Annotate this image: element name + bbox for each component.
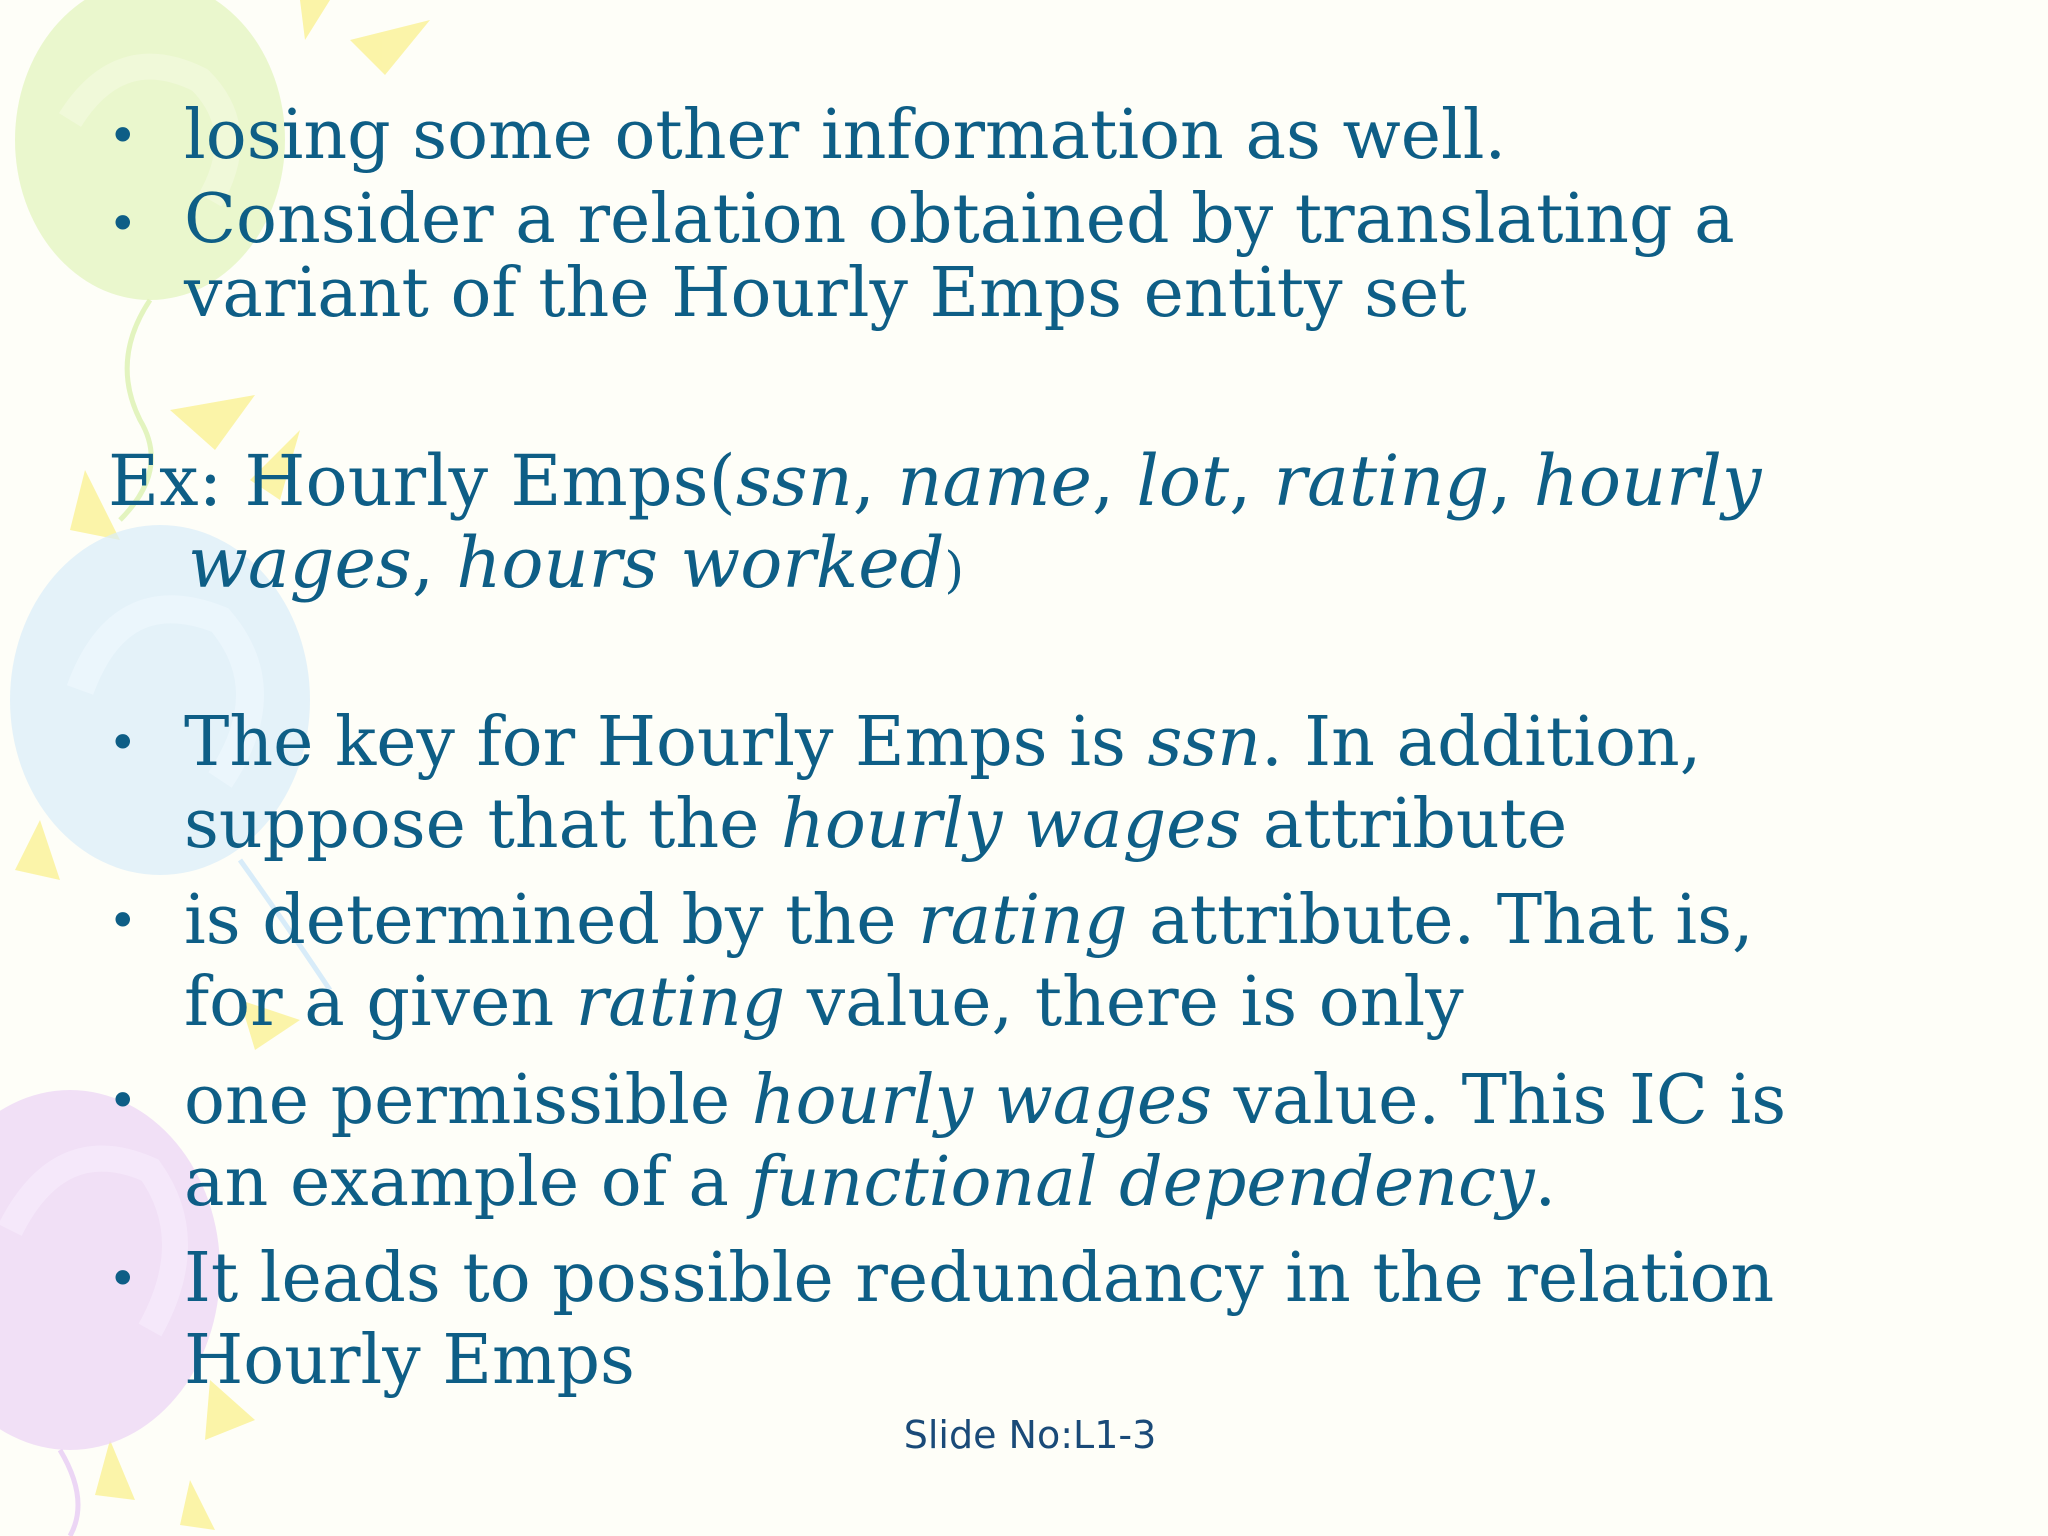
text: one permissible — [184, 1061, 752, 1140]
bullet-line — [184, 1060, 1786, 1142]
text: attribute — [1241, 785, 1568, 864]
bullet-line — [184, 962, 1754, 1044]
example-prefix: Ex: Hourly Emps( — [108, 440, 736, 522]
text: . In addition, — [1261, 703, 1702, 782]
example-line-1 — [108, 440, 1761, 522]
bullet-line — [184, 784, 1701, 866]
attr-lot: lot — [1136, 440, 1230, 522]
example-line-2 — [188, 522, 964, 611]
italic-term: hourly wages — [751, 1061, 1213, 1140]
text: is determined by the — [184, 881, 919, 960]
bullet-line — [184, 702, 1701, 784]
attr-name: name — [897, 440, 1092, 522]
text: attribute. That is, — [1127, 881, 1754, 960]
italic-term: rating — [575, 963, 786, 1042]
attr-hourly: hourly — [1533, 440, 1762, 522]
bullet-marker: • — [108, 195, 138, 253]
bullet-determined-by-rating — [184, 880, 1754, 1044]
bullet-line: Hourly Emps — [184, 1321, 635, 1400]
attr-rating: rating — [1273, 440, 1490, 522]
close-paren: ) — [944, 541, 964, 599]
bullet-key-for-hourly-emps — [184, 702, 1701, 866]
bullet-line — [184, 880, 1754, 962]
bullet-marker: • — [108, 892, 138, 950]
text: suppose that the — [184, 785, 782, 864]
italic-term: hourly wages — [781, 785, 1242, 864]
comma: , — [411, 522, 457, 604]
italic-term: functional dependency — [750, 1143, 1535, 1222]
attr-hours-worked: hours worked — [456, 522, 945, 604]
bullet-line: variant of the Hourly Emps entity set — [184, 254, 1467, 333]
text: value, there is only — [785, 963, 1464, 1042]
bullet-line — [184, 1142, 1786, 1224]
bullet-line: losing some other information as well. — [184, 96, 1507, 175]
text: The key for Hourly Emps is — [184, 703, 1148, 782]
bullet-consider-relation — [184, 180, 1735, 333]
attr-wages: wages — [188, 522, 412, 604]
comma: , — [1229, 440, 1274, 522]
text: for a given — [184, 963, 576, 1042]
text: an example of a — [184, 1143, 751, 1222]
bullet-permissible-wages — [184, 1060, 1786, 1224]
bullet-marker: • — [108, 1250, 138, 1308]
text: . — [1534, 1143, 1557, 1222]
slide-number: Slide No:L1-3 — [903, 1413, 1157, 1457]
text: value. This IC is — [1212, 1061, 1787, 1140]
comma: , — [1091, 440, 1137, 522]
italic-term: ssn — [1147, 703, 1262, 782]
bullet-line: Consider a relation obtained by translating a — [184, 180, 1735, 259]
bullet-redundancy — [184, 1238, 1774, 1402]
comma: , — [1489, 440, 1534, 522]
attr-ssn: ssn — [735, 440, 853, 522]
bullet-marker: • — [108, 714, 138, 772]
bullet-marker: • — [108, 1072, 138, 1130]
bullet-marker: • — [108, 107, 138, 165]
italic-term: rating — [918, 881, 1128, 960]
comma: , — [852, 440, 898, 522]
bullet-line: It leads to possible redundancy in the relation — [184, 1239, 1775, 1318]
bullet-losing-information — [184, 95, 1506, 177]
